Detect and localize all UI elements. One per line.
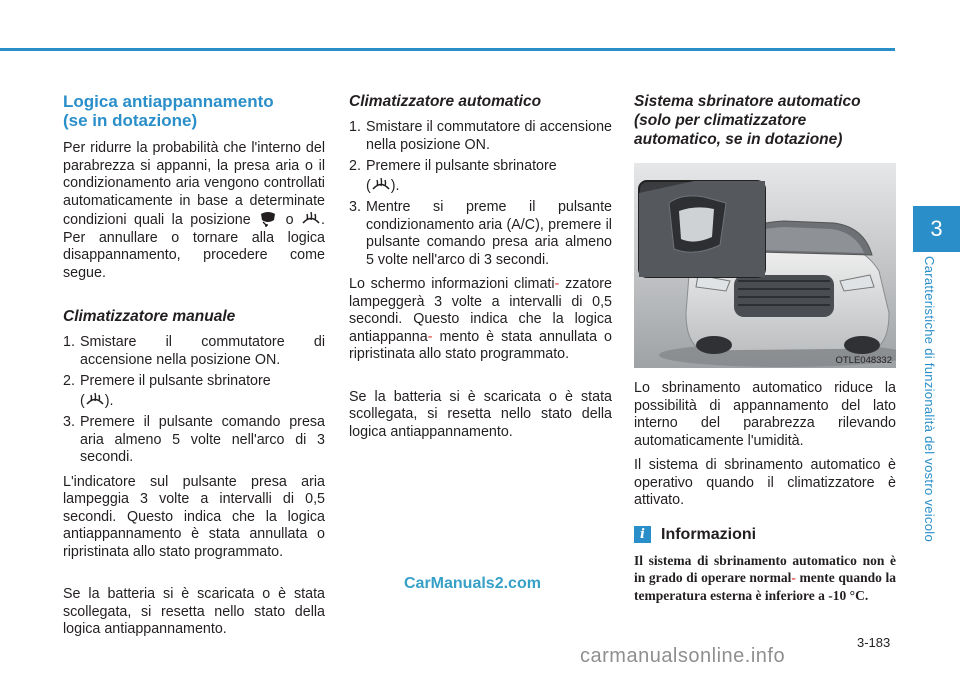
chapter-title: Caratteristiche di funzionalità del vostro veicolo	[922, 256, 937, 542]
battery-text: Se la batteria si è scaricata o è stata scollegata, si resetta nello stato della logica antiappannamento.	[63, 586, 325, 637]
chapter-tab	[913, 206, 960, 252]
defrost-icon	[371, 176, 391, 193]
page-number: 3-183	[857, 635, 891, 650]
car-figure	[634, 163, 896, 368]
list-item: 3. Premere il pulsante comando presa aria almeno 5 volte nell'arco di 3 secondi.	[63, 414, 325, 465]
indicator-text: L'indicatore sul pulsante presa aria lampeggia 3 volte a intervalli di 0,5 secondi. Questo indica che la logica antiappannamento è stata annullata o ripristinata allo stato programmato.	[63, 473, 325, 560]
list-item: 3. Mentre si preme il pulsante condizionamento aria (A/C), premere il pulsante comando presa aria almeno 5 volte nell'arco di 3 secondi.	[349, 199, 612, 268]
manual-steps	[63, 334, 325, 467]
auto-steps	[349, 119, 612, 269]
header-rule	[0, 48, 895, 51]
figure-caption: OTLE048332	[835, 355, 892, 366]
right-column	[634, 92, 896, 604]
info-header	[634, 526, 896, 544]
auto-defog-para2: Il sistema di sbrinamento automatico è operativo quando il climatizzatore è attivato.	[634, 457, 896, 508]
left-column	[63, 92, 325, 646]
manual-heading: Climatizzatore manuale	[63, 308, 236, 325]
list-item: 2. Premere il pulsante sbrinatore ( ).	[349, 158, 557, 194]
list-item: 2. Premere il pulsante sbrinatore ( ).	[63, 373, 271, 409]
chapter-side-title	[922, 256, 946, 576]
info-title: Informazioni	[661, 525, 757, 543]
defrost-icon	[301, 210, 321, 227]
info-text: Il sistema di sbrinamento automatico non è in grado di operare normal- mente quando la temperatura esterna è inferiore a -10 °C.	[634, 552, 897, 603]
list-item: 1. Smistare il commutatore di accensione nella posizione ON.	[349, 119, 612, 153]
auto-heading: Climatizzatore automatico	[349, 93, 542, 110]
chapter-number: 3	[930, 216, 943, 241]
auto-defog-para1: Lo sbrinamento automatico riduce la possibilità di appannamento del lato interno del parabrezza rilevando automaticamente l'umidità.	[634, 380, 896, 449]
battery-text: Se la batteria si è scaricata o è stata scollegata, si resetta nello stato della logica antiappannamento.	[349, 388, 612, 440]
defrost-icon	[85, 391, 105, 408]
screen-info-text: Lo schermo informazioni climati- zzatore lampeggerà 3 volte a intervalli di 0,5 secondi. Questo indica che la logica antiappanna- mento è stata annullata o ripristinata allo stato programmato.	[349, 276, 612, 362]
antifog-intro: Per ridurre la probabilità che l'interno del parabrezza si appanni, la presa aria o il condizionamento aria vengono controllati automaticamente in base a determinate condizioni quali la posizione o . Per annullare o tornare alla logica disappannamento, procedere come segue.	[63, 140, 325, 281]
section-title-antifog: Logica antiappannamento (se in dotazione)	[63, 92, 274, 130]
list-item: 1. Smistare il commutatore di accensione nella posizione ON.	[63, 334, 325, 368]
auto-defog-heading: Sistema sbrinatore automatico (solo per climatizzatore automatico, se in dotazione)	[634, 93, 861, 148]
info-icon: i	[634, 526, 651, 543]
bottom-watermark: carmanualsonline.info	[580, 645, 786, 667]
fresh-air-icon	[258, 210, 278, 227]
watermark: CarManuals2.com	[404, 575, 541, 592]
car-illustration	[634, 163, 896, 368]
middle-column	[349, 92, 612, 448]
